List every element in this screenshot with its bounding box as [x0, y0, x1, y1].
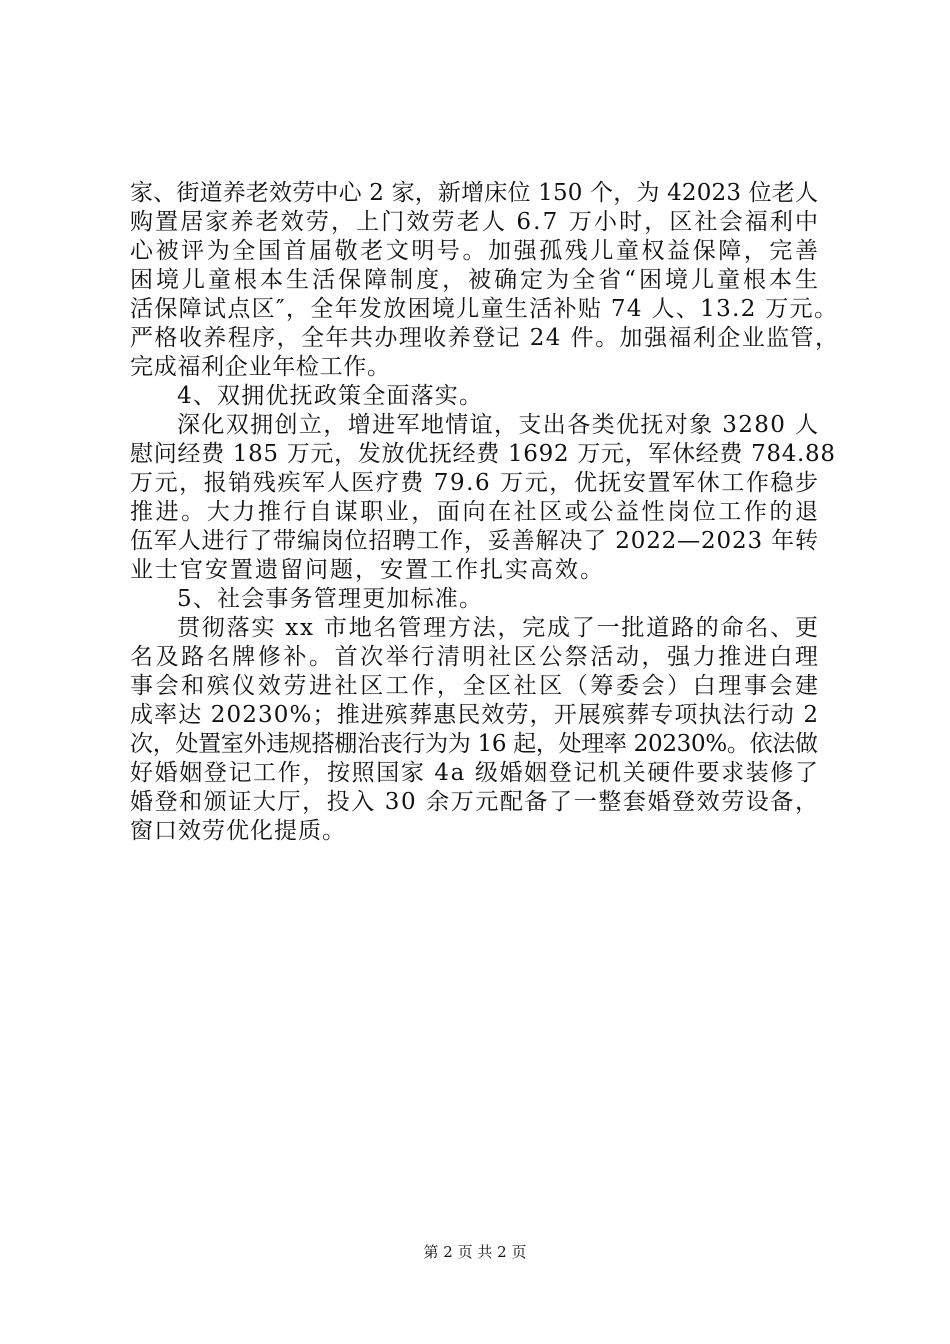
line-text: 完成福利企业年检工作。 — [130, 354, 391, 380]
line-text: 名及路名牌修补。首次举行清明社区公祭活动，强力推进白理 — [130, 644, 821, 670]
line-text: 婚登和颁证大厅，投入 30 余万元配备了一整套婚登效劳设备， — [130, 789, 820, 815]
line-text: 窗口效劳优化提质。 — [130, 818, 346, 844]
line-text: 好婚姻登记工作，按照国家 4a 级婚姻登记机关硬件要求装修了 — [130, 760, 820, 786]
line-text: 家、街道养老效劳中心 2 家，新增床位 150 个，为 42023 位老人 — [130, 180, 819, 206]
line-text: 业士官安置遗留问题，安置工作扎实高效。 — [130, 557, 605, 583]
line-text: 严格收养程序，全年共办理收养登记 24 件。加强福利企业监管， — [130, 325, 840, 351]
line-text: 心被评为全国首届敬老文明号。加强孤残儿童权益保障，完善 — [130, 238, 821, 264]
line-text: 深化双拥创立，增进军地情谊，支出各类优抚对象 3280 人 — [177, 412, 820, 438]
line-text: 困境儿童根本生活保障制度，被确定为全省“困境儿童根本生 — [130, 267, 822, 293]
line-text: 万元，报销残疾军人医疗费 79.6 万元，优抚安置军休工作稳步 — [130, 470, 820, 496]
line-text: 4、双拥优抚政策全面落实。 — [177, 383, 484, 409]
line-text: 事会和殡仪效劳进社区工作，全区社区（筹委会）白理事会建 — [130, 673, 821, 699]
line-text: 推进。大力推行自谋职业，面向在社区或公益性岗位工作的退 — [130, 499, 821, 525]
line-text: 伍军人进行了带编岗位招聘工作，妥善解决了 2022—2023 年转 — [130, 528, 819, 554]
page-number-footer: 第 2 页 共 2 页 — [423, 1243, 527, 1261]
line-text: 成率达 20230%；推进殡葬惠民效劳，开展殡葬专项执法行动 2 — [130, 702, 820, 728]
line-text: 贯彻落实 xx 市地名管理方法，完成了一批道路的命名、更 — [177, 615, 820, 641]
line-text: 购置居家养老效劳，上门效劳老人 6.7 万小时，区社会福利中 — [130, 209, 821, 235]
line-text: 次，处置室外违规搭棚治丧行为为 16 起，处理率 20230%。依法做 — [130, 731, 818, 757]
line-text: 5、社会事务管理更加标准。 — [177, 586, 484, 612]
line-text: 慰问经费 185 万元，发放优抚经费 1692 万元，军休经费 784.88 — [130, 441, 836, 467]
line-text: 活保障试点区″，全年发放困境儿童生活补贴 74 人、13.2 万元。 — [130, 296, 839, 322]
